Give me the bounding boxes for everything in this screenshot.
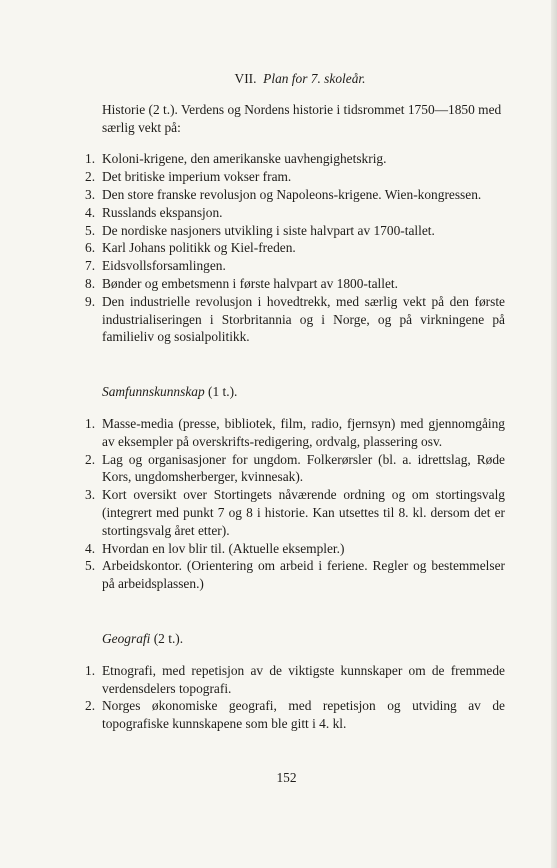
list-item: 1. Koloni-krigene, den amerikanske uavhengighetskrig.: [85, 151, 387, 167]
page-edge: [551, 0, 557, 868]
section-heading: [85, 630, 505, 648]
list-item: 2. Det britiske imperium vokser fram.: [85, 169, 292, 185]
list-item: 2. Norges økonomiske geografi, med repetisjon og utviding av de topografiske kunnskapene som ble gitt i 4. kl.: [85, 698, 505, 732]
section-intro: Verdens og Nordens historie i tidsrommet 1750—1850 med særlig vekt på:: [102, 101, 502, 135]
page-number: 152: [276, 770, 297, 785]
list-item: 9. Den industrielle revolusjon i hovedtrekk, med særlig vekt på den første industrialiseringen i Storbritannia og i Norge, og på virkningene på familieliv og sosialpolitikk.: [85, 293, 505, 345]
subject-hours: (2 t.).: [148, 101, 178, 117]
topic-list: [85, 662, 505, 733]
section-heading: [85, 101, 505, 137]
list-item: 3. Kort oversikt over Stortingets nåværende ordning og om stortingsvalg (integrert med punkt 7 og 8 i historie. Kan utsettes til 8. kl. dersom det er stortingsvalg året etter).: [85, 487, 505, 538]
list-item: 4. Russlands ekspansjon.: [85, 204, 223, 220]
list-item: 8. Bønder og embetsmenn i første halvpart av 1800-tallet.: [85, 275, 398, 291]
chapter-heading: Plan for 7. skoleår.: [263, 71, 366, 86]
subject-name: Samfunnskunnskap: [102, 384, 205, 400]
list-item: 7. Eidsvollsforsamlingen.: [85, 258, 226, 274]
list-item: 1. Masse-media (presse, bibliotek, film, radio, fjernsyn) med gjennomgåing av eksempler på overskrifts-redigering, ordvalg, plassering osv.: [85, 415, 505, 449]
topic-list: [85, 415, 505, 593]
page-content: [85, 70, 505, 733]
subject-name: Historie: [102, 101, 146, 117]
chapter-number: VII.: [234, 71, 257, 86]
list-item: 6. Karl Johans politikk og Kiel-freden.: [85, 240, 296, 256]
list-item: 2. Lag og organisasjoner for ungdom. Folkerørsler (bl. a. idrettslag, Røde Kors, ungdomsherberger, kvinnesak).: [85, 451, 505, 485]
list-item: 3. Den store franske revolusjon og Napoleons-krigene. Wien-kongressen.: [85, 186, 482, 202]
list-item: 5. Arbeidskontor. (Orientering om arbeid i feriene. Regler og bestemmelser på arbeidsplassen.): [85, 558, 505, 592]
section-historie: [85, 101, 505, 346]
list-item: 4. Hvordan en lov blir til. (Aktuelle eksempler.): [85, 540, 345, 556]
chapter-title: [85, 70, 505, 88]
subject-hours: (2 t.).: [153, 630, 184, 646]
section-geografi: [85, 630, 505, 733]
list-item: 1. Etnografi, med repetisjon av de viktigste kunnskaper om de fremmede verdensdelers topografi.: [85, 662, 505, 696]
list-item: 5. De nordiske nasjoners utvikling i siste halvpart av 1700-tallet.: [85, 222, 435, 238]
subject-name: Geografi: [102, 630, 151, 646]
topic-list: [85, 150, 505, 346]
section-heading: [85, 383, 505, 401]
subject-hours: (1 t.).: [208, 384, 238, 400]
section-samfunnskunnskap: [85, 383, 505, 593]
